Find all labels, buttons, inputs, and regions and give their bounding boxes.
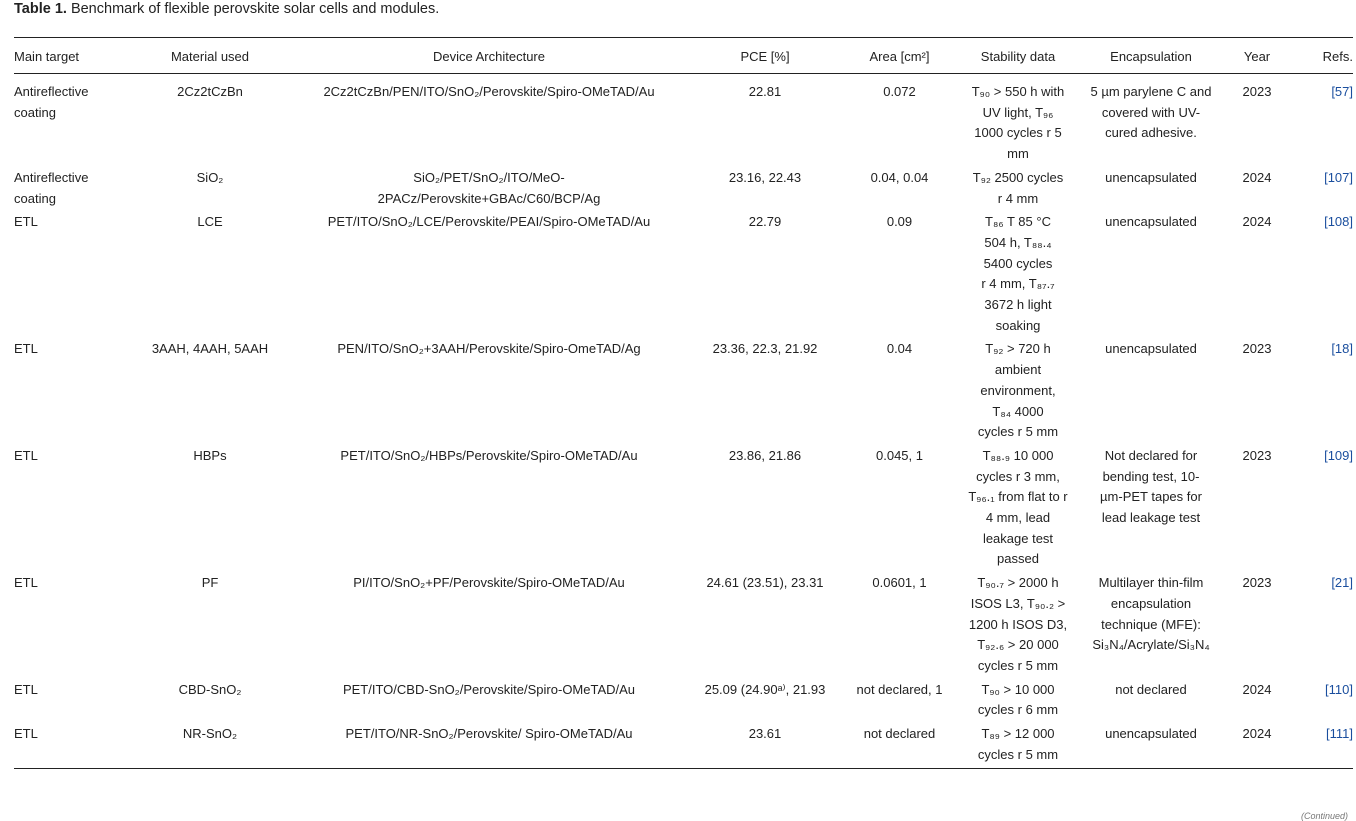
cell-material: 3AAH, 4AAH, 5AAH [151,341,269,357]
cell-material: CBD-SnO₂ [178,681,242,697]
cell-architecture: PEN/ITO/SnO₂+3AAH/Perovskite/Spiro-OmeTAD/Ag [337,341,641,357]
cell-pce: 23.16, 22.43 [728,169,802,185]
header-row [14,38,1353,74]
cell-architecture: PET/ITO/SnO₂/LCE/Perovskite/PEAI/Spiro-OMeTAD/Au [327,214,651,230]
cell-year: 2024 [1242,214,1272,230]
cell-ref-link[interactable]: [107] [1324,169,1353,185]
cell-area: 0.072 [883,84,916,99]
cell-ref-link[interactable]: [110] [1325,681,1353,697]
cell-pce: 23.36, 22.3, 21.92 [712,341,818,357]
cell-encapsulation: Not declared for bending test, 10-µm-PET tapes for lead leakage test [1100,447,1202,526]
cell-encapsulation: not declared [1115,681,1187,697]
continued-note: (Continued) [1300,811,1348,821]
cell-stability: T₉₂ 2500 cycles r 4 mm [972,169,1064,206]
cell-material: LCE [197,214,223,230]
cell-year: 2023 [1242,447,1272,463]
cell-year: 2023 [1242,341,1272,357]
header-main-target: Main target [14,38,131,74]
table-row [14,74,1353,168]
cell-main-target: ETL [14,447,38,463]
cell-area: 0.09 [886,214,913,230]
cell-pce: 22.79 [748,214,782,230]
cell-pce: 23.86, 21.86 [728,447,802,463]
cell-ref-link[interactable]: [109] [1324,447,1353,463]
cell-architecture: PET/ITO/CBD-SnO₂/Perovskite/Spiro-OMeTAD/Au [342,681,636,697]
table-row [14,573,1353,680]
header-area: Area [cm²] [841,38,958,74]
cell-year: 2023 [1242,84,1272,99]
cell-main-target: ETL [14,724,131,768]
cell-stability: T₉₀.₇ > 2000 h ISOS L3, T₉₀.₂ > 1200 h ISOS D3, T₉₂.₆ > 20 000 cycles r 5 mm [968,575,1068,673]
cell-main-target: Antireflective coating [14,169,89,206]
cell-ref-link[interactable]: [108] [1324,214,1353,230]
cell-main-target: ETL [14,681,38,697]
cell-architecture: PET/ITO/NR-SnO₂/Perovskite/ Spiro-OMeTAD/Au [289,724,689,768]
table-caption [14,1,439,17]
cell-architecture: PET/ITO/SnO₂/HBPs/Perovskite/Spiro-OMeTAD/Au [340,447,638,463]
cell-material: HBPs [193,447,227,463]
cell-encapsulation: unencapsulated [1078,724,1224,768]
cell-ref-link[interactable]: [57] [1331,84,1353,99]
cell-stability: T₈₆ T 85 °C 504 h, T₈₈.₄ 5400 cycles r 4 mm, T₈₇.₇ 3672 h light soaking [981,214,1055,333]
cell-architecture: PI/ITO/SnO₂+PF/Perovskite/Spiro-OMeTAD/Au [353,575,625,591]
cell-ref-link[interactable]: [18] [1331,341,1353,357]
table-row [14,212,1353,339]
cell-encapsulation: unencapsulated [1105,214,1197,230]
table-row [14,446,1353,573]
cell-pce: 25.09 (24.90ᵃ⁾, 21.93 [704,681,826,697]
cell-area: 0.04 [886,341,913,357]
cell-encapsulation: unencapsulated [1105,169,1197,185]
cell-main-target: Antireflective coating [14,84,89,120]
cell-area: 0.045, 1 [876,447,923,463]
cell-area: 0.04, 0.04 [870,169,929,185]
cell-main-target: ETL [14,575,38,591]
table-row [14,724,1353,768]
cell-year: 2024 [1242,169,1272,185]
table-row [14,339,1353,446]
cell-year: 2024 [1242,681,1272,697]
cell-area: not declared [841,724,958,768]
cell-material: PF [201,575,219,591]
cell-material: NR-SnO₂ [131,724,289,768]
cell-ref-link[interactable]: [111] [1290,724,1353,768]
cell-architecture: SiO₂/PET/SnO₂/ITO/MeO-2PACz/Perovskite+GBAc/C60/BCP/Ag [377,169,601,206]
cell-pce: 22.81 [748,84,782,99]
cell-stability: T₉₀ > 10 000 cycles r 6 mm [977,681,1059,718]
header-pce: PCE [%] [689,38,841,74]
header-architecture: Device Architecture [289,38,689,74]
benchmark-table [14,37,1353,769]
cell-area: 0.0601, 1 [872,575,927,591]
cell-main-target: ETL [14,214,38,230]
table-caption-label: Table 1. [14,1,67,17]
cell-architecture: 2Cz2tCzBn/PEN/ITO/SnO₂/Perovskite/Spiro-OMeTAD/Au [323,84,655,99]
cell-material: SiO₂ [196,169,224,185]
cell-stability: T₈₉ > 12 000 cycles r 5 mm [958,724,1078,768]
header-encapsulation: Encapsulation [1078,38,1224,74]
header-material: Material used [131,38,289,74]
table-caption-text: Benchmark of flexible perovskite solar cells and modules. [66,1,440,17]
cell-pce: 23.61 [689,724,841,768]
cell-area: not declared, 1 [856,681,943,697]
cell-year: 2024 [1224,724,1290,768]
header-year: Year [1224,38,1290,74]
cell-encapsulation: unencapsulated [1105,341,1197,357]
cell-encapsulation: 5 µm parylene C and covered with UV-cured adhesive. [1090,84,1212,141]
cell-main-target: ETL [14,341,38,357]
cell-year: 2023 [1242,575,1272,591]
table-row [14,168,1353,212]
cell-stability: T₉₂ > 720 h ambient environment, T₈₄ 4000 cycles r 5 mm [977,341,1059,440]
table-row [14,680,1353,724]
cell-ref-link[interactable]: [21] [1331,575,1353,591]
header-refs: Refs. [1290,38,1353,74]
cell-stability: T₈₈.₉ 10 000 cycles r 3 mm, T₉₆.₁ from flat to r 4 mm, lead leakage test passed [968,447,1068,567]
cell-stability: T₉₀ > 550 h with UV light, T₉₆ 1000 cycles r 5 mm [971,84,1065,162]
cell-pce: 24.61 (23.51), 23.31 [706,575,824,591]
cell-material: 2Cz2tCzBn [177,84,243,99]
header-stability: Stability data [958,38,1078,74]
cell-encapsulation: Multilayer thin-film encapsulation technique (MFE): Si₃N₄/Acrylate/Si₃N₄ [1092,575,1210,653]
